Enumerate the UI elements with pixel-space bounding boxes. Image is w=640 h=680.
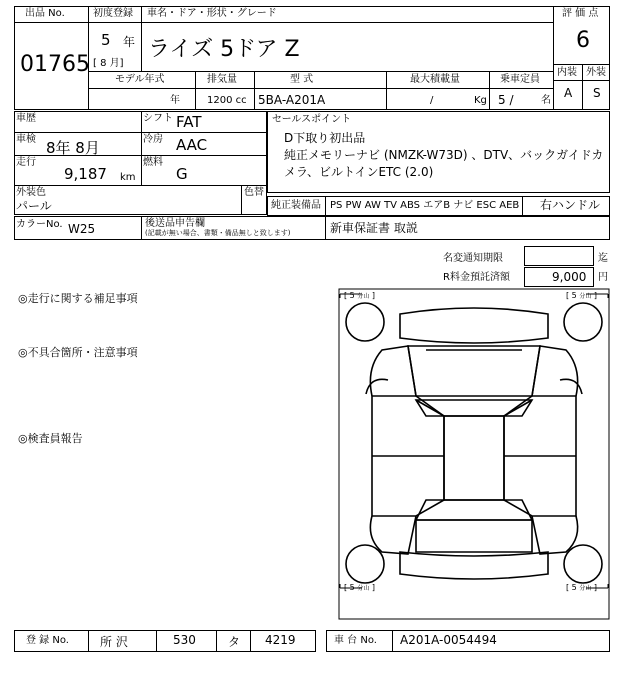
reg-number: 4219: [265, 633, 296, 647]
chassis-label: 車 台 No.: [334, 635, 377, 646]
lot-no: 01765: [20, 52, 90, 77]
recycle: 9,000: [552, 270, 587, 284]
mileage-unit: km: [120, 172, 136, 183]
repaint-label: 色替: [244, 187, 264, 198]
interior-score: A: [564, 86, 573, 100]
displacement: 1200 cc: [207, 95, 247, 106]
shift: FAT: [176, 113, 202, 131]
first-reg-year-unit: 年: [123, 35, 136, 49]
shift-label: シフト: [143, 113, 173, 124]
ac-label: 冷房: [143, 134, 163, 145]
recycle-label: R料金預託済額: [443, 272, 510, 283]
lot-no-label: 出品 No.: [25, 8, 65, 19]
sales-line-3: メラ、ビルトインETC (2.0): [284, 165, 434, 179]
name-change-label: 名変通知期限: [443, 253, 503, 264]
inspection-label: 車検: [16, 134, 36, 145]
car-name: ライズ 5ドア Z: [148, 37, 300, 62]
max-load: /: [430, 95, 434, 106]
ac: AAC: [176, 136, 208, 154]
capacity-label: 乗車定員: [500, 74, 540, 85]
docs-label: 後送品申告欄: [145, 218, 205, 229]
model: 5BA-A201A: [258, 93, 326, 107]
reg-city: 所 沢: [100, 635, 128, 649]
chassis: A201A-0054494: [400, 633, 497, 647]
model-year-label: モデル年式: [115, 74, 165, 85]
first-reg-label: 初度登録: [93, 8, 133, 19]
warranty: 新車保証書 取説: [330, 221, 418, 235]
tire-front-right: [ 5 分山 ]: [566, 291, 597, 300]
name-change-box: [524, 246, 594, 266]
displacement-label: 排気量: [207, 74, 237, 85]
tire-rear-left: [ 5 分山 ]: [344, 583, 375, 592]
color-no-label: カラーNo.: [16, 219, 63, 230]
ext-color-label: 外装色: [16, 187, 46, 198]
ext-color: パール: [16, 199, 52, 213]
model-label: 型 式: [290, 74, 314, 85]
first-reg-month: [ 8 月]: [93, 58, 124, 69]
max-load-unit: Kg: [474, 95, 487, 106]
max-load-label: 最大積載量: [410, 74, 460, 85]
mileage: 9,187: [64, 165, 107, 183]
capacity-unit: 名: [541, 95, 551, 106]
fuel-label: 燃料: [143, 157, 163, 168]
color-no: W25: [68, 222, 96, 236]
sales-point-label: セールスポイント: [272, 114, 352, 125]
mileage-label: 走行: [16, 157, 36, 168]
tire-front-left: [ 5 分山 ]: [344, 291, 375, 300]
fuel: G: [176, 165, 188, 183]
history-label: 車歴: [16, 113, 36, 124]
inspection: 8年 8月: [46, 139, 100, 157]
car-diagram: [338, 288, 610, 620]
recycle-unit: 円: [598, 272, 608, 283]
color-docs-row: [14, 216, 610, 240]
model-year-unit: 年: [170, 95, 180, 106]
capacity: 5 /: [498, 93, 514, 107]
note-driving: ◎走行に関する補足事項: [18, 292, 138, 305]
equipment-label: 純正装備品: [271, 200, 321, 211]
note-defects: ◎不具合箇所・注意事項: [18, 346, 138, 359]
reg-class: 530: [173, 633, 196, 647]
docs-note: (記載が無い場合、書類・備品無しと致します): [145, 229, 291, 237]
name-change-unit: 迄: [598, 253, 608, 264]
car-name-label: 車名・ドア・形状・グレード: [147, 8, 277, 19]
note-inspector: ◎検査員報告: [18, 432, 83, 445]
reg-kana: タ: [228, 635, 241, 649]
exterior-label: 外装: [586, 67, 606, 78]
equipment-items: PS PW AW TV ABS エアB ナビ ESC AEB: [330, 200, 520, 211]
interior-label: 内装: [557, 67, 577, 78]
sales-line-2: 純正メモリーナビ (NMZK-W73D) 、DTV、バックガイドカ: [284, 148, 604, 162]
exterior-score: S: [593, 86, 601, 100]
score: 6: [576, 28, 590, 53]
steering: 右ハンドル: [540, 198, 601, 212]
score-label: 評 価 点: [562, 8, 599, 19]
tire-rear-right: [ 5 分山 ]: [566, 583, 597, 592]
first-reg-year: 5: [101, 31, 111, 49]
reg-label: 登 録 No.: [26, 635, 69, 646]
sales-line-1: D下取り初出品: [284, 131, 366, 145]
